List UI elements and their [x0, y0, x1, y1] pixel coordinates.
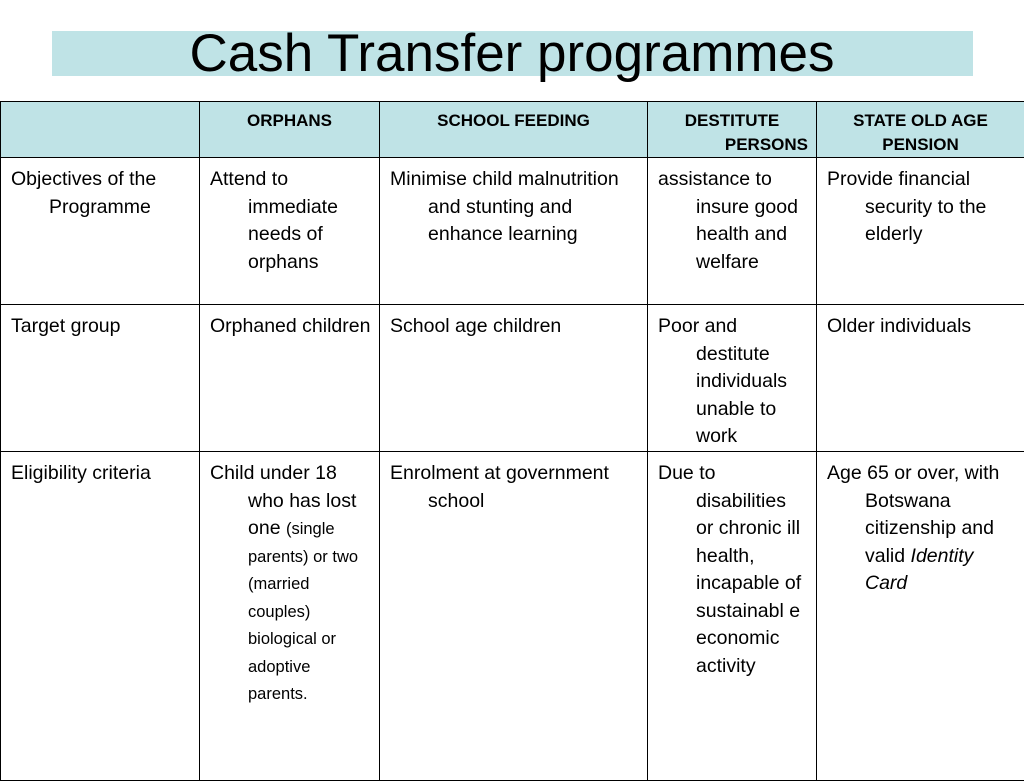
cell-target-pension: Older individuals — [817, 305, 1024, 452]
header-school-feeding: SCHOOL FEEDING — [380, 102, 648, 158]
cell-eligibility-school-feeding: Enrolment at government school — [380, 452, 648, 781]
cell-target-orphans: Orphaned children — [200, 305, 380, 452]
cash-transfer-table — [0, 101, 1024, 781]
table-row-target-group — [1, 305, 1024, 452]
cell-eligibility-pension — [817, 452, 1024, 781]
row-label-eligibility: Eligibility criteria — [1, 452, 200, 781]
eligibility-pension-main: Age 65 or over, with Botswana citizenship and valid — [827, 462, 999, 567]
header-destitute-line1: DESTITUTE — [656, 109, 808, 133]
header-destitute-line2: PERSONS — [656, 133, 808, 157]
table-row-eligibility — [1, 452, 1024, 781]
eligibility-orphans-main: Child under 18 who has lost one — [210, 462, 356, 539]
eligibility-pension-identity-card: Identity Card — [865, 545, 973, 595]
header-destitute-persons — [648, 102, 817, 158]
cell-objectives-orphans: Attend to immediate needs of orphans — [200, 158, 380, 305]
header-corner — [1, 102, 200, 158]
header-state-old-age-pension — [817, 102, 1024, 158]
cell-target-school-feeding: School age children — [380, 305, 648, 452]
header-pension-line2: PENSION — [825, 133, 1016, 157]
row-label-objectives: Objectives of the Programme — [1, 158, 200, 305]
cell-objectives-pension: Provide financial security to the elderly — [817, 158, 1024, 305]
cell-eligibility-destitute: Due to disabilities or chronic ill health, incapable of sustainabl e economic activity — [648, 452, 817, 781]
header-pension-line1: STATE OLD AGE — [825, 109, 1016, 133]
cell-eligibility-orphans — [200, 452, 380, 781]
header-row — [1, 102, 1024, 158]
cell-objectives-destitute: assistance to insure good health and welfare — [648, 158, 817, 305]
slide-title: Cash Transfer programmes — [0, 22, 1024, 86]
header-orphans: ORPHANS — [200, 102, 380, 158]
cell-target-destitute: Poor and destitute individuals unable to work — [648, 305, 817, 452]
cell-objectives-school-feeding: Minimise child malnutrition and stunting and enhance learning — [380, 158, 648, 305]
row-label-target-group: Target group — [1, 305, 200, 452]
table-row-objectives — [1, 158, 1024, 305]
eligibility-orphans-detail: (single parents) or two (married couples) biological or adoptive parents. — [248, 520, 358, 703]
